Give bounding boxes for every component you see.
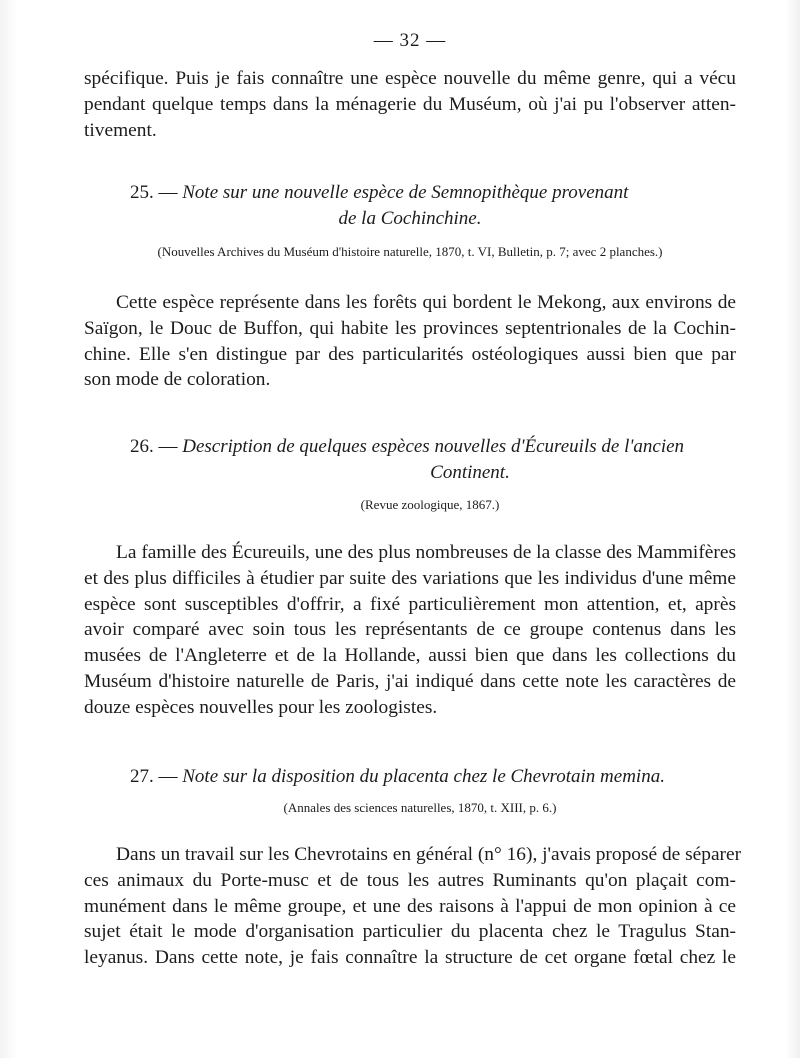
section-title-continued: de la Cochinchine. (338, 208, 482, 229)
page-number: — 32 — (373, 30, 447, 51)
text-line: espèce sont susceptibles d'offrir, a fixé particulièrement mon attention, et, après (84, 593, 736, 615)
text-line: son mode de coloration. (84, 369, 271, 391)
section-title: Note sur une nouvelle espèce de Semnopithèque provenant (182, 182, 629, 203)
text-line: musées de l'Angleterre et de la Hollande, aussi bien que dans les collections du (84, 645, 736, 667)
section-body-26 (84, 540, 736, 721)
section-number: 27. (130, 766, 154, 787)
section-source: (Nouvelles Archives du Muséum d'histoire naturelle, 1870, t. VI, Bulletin, p. 7; avec 2 planches.) (157, 244, 663, 259)
text-line: sujet était le mode d'organisation particulier du placenta chez le Tragulus Stan- (84, 921, 736, 943)
section-heading-27 (84, 764, 736, 790)
text-line: La famille des Écureuils, une des plus nombreuses de la classe des Mammifères (116, 542, 736, 563)
section-source: (Revue zoologique, 1867.) (360, 497, 500, 512)
section-body-27 (84, 842, 742, 971)
em-dash: — (158, 766, 178, 787)
section-number: 26. (130, 436, 154, 457)
text-line: et des plus difficiles à étudier par suite des variations que les individus d'une même (84, 567, 736, 589)
text-line: leyanus. Dans cette note, je fais connaître la structure de cet organe fœtal chez le (84, 947, 736, 969)
text-line: douze espèces nouvelles pour les zoologistes. (84, 696, 438, 718)
text-line: Muséum d'histoire naturelle de Paris, j'ai indiqué dans cette note les caractères de (84, 670, 736, 692)
text-line: Dans un travail sur les Chevrotains en général (n° 16), j'avais proposé de séparer (116, 844, 742, 865)
text-line: munément dans le même groupe, et une des raisons à l'appui de mon opinion à ce (84, 895, 736, 917)
intro-paragraph (84, 66, 736, 143)
text-line: Saïgon, le Douc de Buffon, qui habite les provinces septentrionales de la Cochin- (84, 317, 736, 339)
text-line: ces animaux du Porte-musc et de tous les autres Ruminants qu'on plaçait com- (84, 869, 736, 891)
text-line: pendant quelque temps dans la ménagerie du Muséum, où j'ai pu l'observer atten- (84, 93, 736, 115)
text-line: Cette espèce représente dans les forêts qui bordent le Mekong, aux environs de (116, 292, 736, 313)
section-number: 25. (130, 182, 154, 203)
section-title: Note sur la disposition du placenta chez le Chevrotain memina. (182, 766, 665, 787)
text-line: chine. Elle s'en distingue par des particularités ostéologiques aussi bien que par (84, 343, 736, 365)
section-title-continued: Continent. (430, 462, 510, 483)
em-dash: — (158, 436, 178, 457)
section-heading-25 (84, 180, 736, 232)
text-line: avoir comparé avec soin tous les représentants de ce groupe contenus dans les (84, 619, 736, 641)
text-line: tivement. (84, 119, 157, 141)
text-line: spécifique. Puis je fais connaître une espèce nouvelle du même genre, qui a vécu (84, 68, 736, 89)
section-title: Description de quelques espèces nouvelles d'Écureuils de l'ancien (182, 436, 685, 457)
em-dash: — (158, 182, 178, 203)
section-heading-26 (84, 434, 736, 486)
section-body-25 (84, 290, 736, 393)
section-source: (Annales des sciences naturelles, 1870, t. XIII, p. 6.) (283, 800, 557, 815)
